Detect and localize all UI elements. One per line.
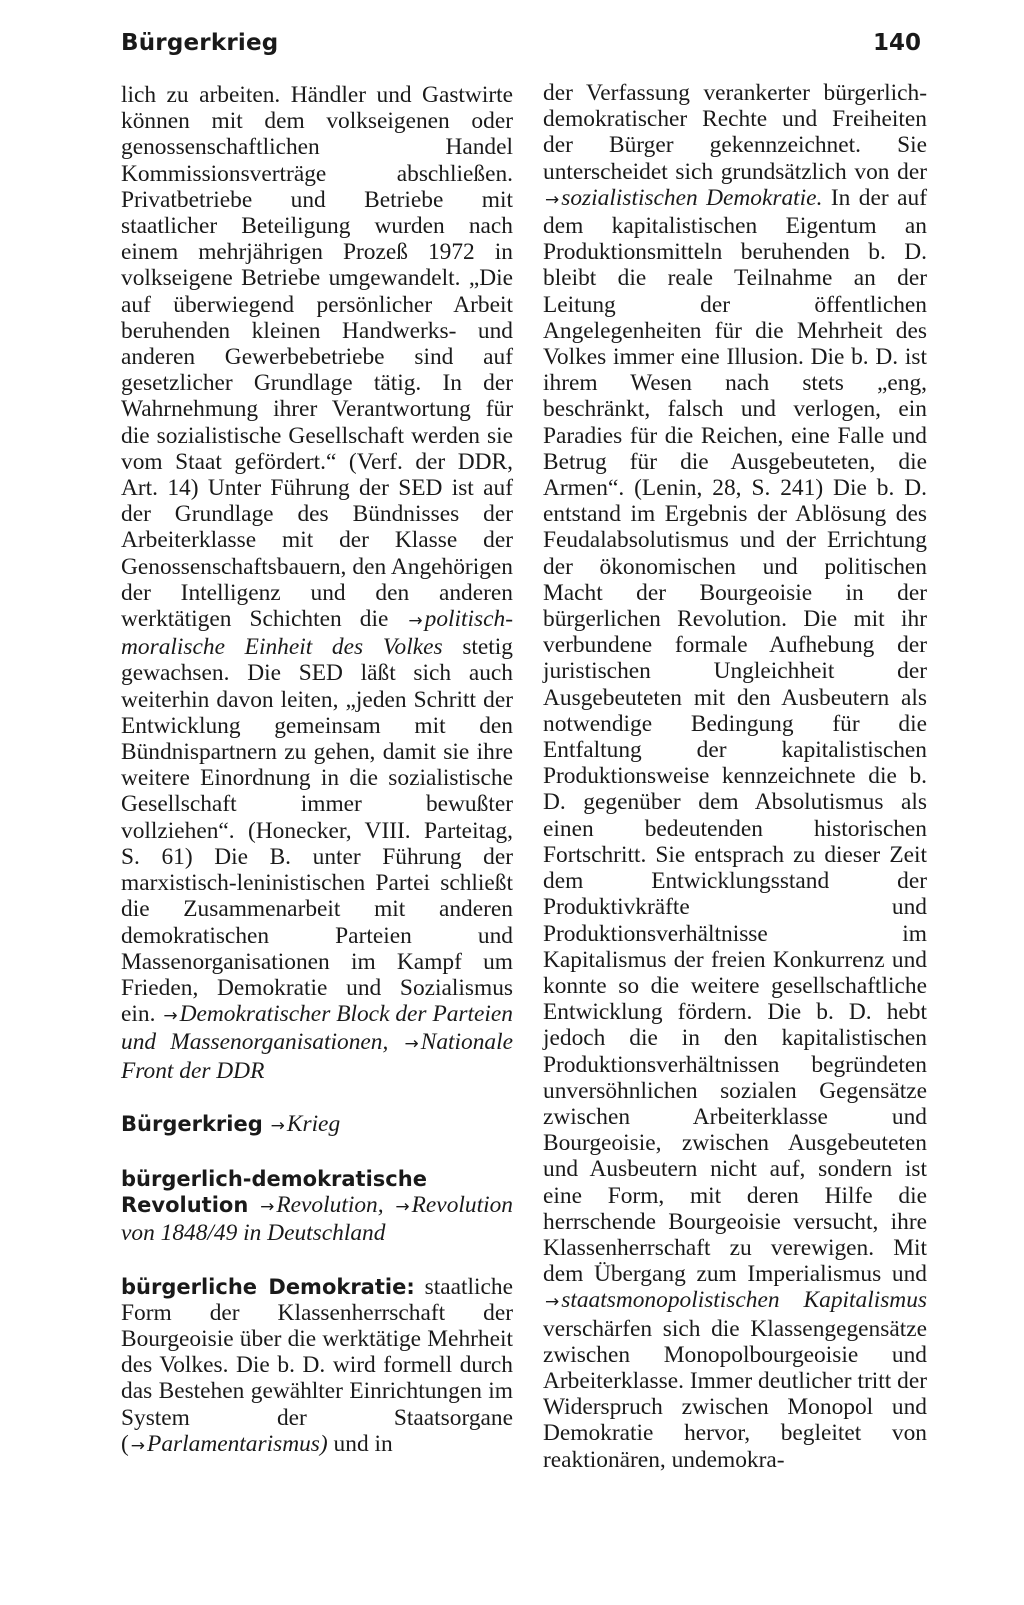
entry-headword: bürgerlich-demokratische Revolution (121, 1166, 427, 1218)
cross-reference[interactable]: Parlamentarismus) (147, 1430, 328, 1457)
body-text: In der auf dem kapitalistischen Eigentum an Produktionsmitteln beruhenden b. D. bleibt die reale Teilnahme an der Leitung der öffentlichen Angelegenheiten für die Mehrheit des Volkes immer eine Illusion. Die b. D. ist ihrem Wesen nach stets „eng, beschränkt, falsch und verlogen, ein Paradies für die Reichen, eine Falle und Betrug für die Ausgebeuteten, die Armen“. (Lenin, 28, S. 241) Die b. D. entstand im Ergebnis der Ablösung des Feudalabsolutismus und der Errichtung der ökonomischen und politischen Macht der Bourgeoisie in der bürgerlichen Revolution. Die mit ihr verbundene formale Aufhebung der juristischen Ungleichheit der Ausgebeuteten mit den Ausbeutern als notwendige Bedingung für die Entfaltung der kapitalistischen Produktionsweise kennzeichnete die b. D. gegenüber dem Absolutismus als einen bedeutenden historischen Fortschritt. Sie entsprach zu dieser Zeit dem Entwicklungsstand der Produktivkräfte und Produktionsverhältnisse im Kapitalismus der freien Konkurrenz und konnte so die weitere gesellschaftliche Entwicklung fördern. Die b. D. hebt jedoch die in den kapitalistischen Produktionsverhältnissen begründeten unversöhnlichen sozialen Gegensätze zwischen Arbeiterklasse und Bourgeoisie, zwischen Ausgebeuteten und Ausbeutern nicht auf, sondern ist eine Form, mit deren Hilfe die herrschende Bourgeoisie versucht, ihre Klassenherrschaft zu verewigen. Mit dem Übergang zum Imperialismus und (543, 184, 927, 1288)
arrow-icon: → (395, 1197, 410, 1218)
cross-reference[interactable]: Revolution von 1848/49 in Deutschland (121, 1192, 513, 1247)
continuation-text-1: lich zu arbeiten. Händler und Gastwirte können mit dem volkseigenen oder genossenschaftlichen Handel Kommissionsverträge abschließen. Privatbetriebe und Betriebe mit staatlicher Beteiligung wurden nach einem mehrjährigen Prozeß 1972 in volkseigene Betriebe umgewandelt. „Die auf überwiegend persönlicher Arbeit beruhenden kleinen Handwerks- und anderen Gewerbebetriebe sind auf gesetzlicher Grundlage tätig. In der Wahrnehmung ihrer Verantwortung für die sozialistische Gesellschaft werden sie vom Staat gefördert.“ (Verf. der DDR, Art. 14) Unter Führung der SED ist auf der Grundlage des Bündnisses der Arbeiterklasse mit der Klasse der Genossenschaftsbauern, den Angehörigen der Intelligenz und den anderen werktätigen Schichten die (121, 82, 513, 633)
entry-text: und in (333, 1430, 393, 1457)
arrow-icon: → (545, 189, 560, 210)
cross-reference[interactable]: Demokratischer Block der Parteien und Massenorganisationen, (121, 1001, 513, 1056)
arrow-icon: → (130, 1435, 146, 1456)
arrow-icon: → (260, 1197, 275, 1218)
body-text: der Verfassung verankerter bürgerlich-demokratischer Rechte und Freiheiten der Bürger gekennzeichnet. Sie unterscheidet sich grundsätzlich von der (543, 80, 927, 185)
arrow-icon: → (163, 1006, 178, 1027)
cross-reference[interactable]: Nationale Front der DDR (121, 1029, 513, 1084)
entry-revolution (121, 1166, 513, 1247)
arrow-icon: → (270, 1115, 285, 1136)
entry-buergerkrieg (121, 1111, 513, 1139)
arrow-icon: → (545, 1292, 560, 1313)
continuation-text-2: stetig gewachsen. Die SED läßt sich auch weiterhin davon leiten, „jeden Schritt der Entwicklung gemeinsam mit den Bündnispartnern zu gehen, damit sie ihre weitere Einordnung in die sozialistische Gesellschaft immer bewußter vollziehen“. (Honecker, VIII. Parteitag, S. 61) Die B. unter Führung der marxistisch-leninistischen Partei schließt die Zusammenarbeit mit anderen demokratischen Parteien und Massenorganisationen im Kampf um Frieden, Demokratie und Sozialismus ein. (121, 634, 513, 1028)
entry-buergerliche-demokratie (121, 1274, 513, 1459)
demokratie-continuation (543, 80, 927, 1473)
cross-reference[interactable]: staatsmonopolistischen Kapitalismus (561, 1287, 927, 1314)
continuation-paragraph (121, 82, 513, 1084)
entry-text: staatliche Form der Klassenherrschaft der Bourgeoisie über die werktätige Mehrheit des Volkes. Die b. D. wird formell durch das Bestehen gewählter Einrichtungen im System der Staatsorgane ( (121, 1273, 513, 1457)
arrow-icon: → (408, 611, 423, 632)
cross-reference[interactable]: Revolution, (276, 1192, 384, 1219)
arrow-icon: → (404, 1034, 419, 1055)
cross-reference[interactable]: Krieg (286, 1110, 341, 1137)
page-number: 140 (872, 30, 921, 56)
running-head: Bürgerkrieg (121, 30, 279, 56)
cross-reference[interactable]: sozialistischen Demokratie. (561, 184, 823, 211)
right-column (543, 80, 927, 1473)
entry-headword: bürgerliche Demokratie: (121, 1274, 415, 1299)
body-text: verschärfen sich die Klassengegensätze zwischen Monopolbourgeoisie und Arbeiterklasse. Immer deutlicher tritt der Widerspruch zwischen Monopol und Demokratie hervor, begleitet von reaktionären, undemokra- (543, 1315, 927, 1473)
left-column (121, 82, 513, 1459)
cross-reference[interactable]: politisch-moralische Einheit des Volkes (121, 606, 513, 661)
entry-headword: Bürgerkrieg (121, 1111, 263, 1136)
